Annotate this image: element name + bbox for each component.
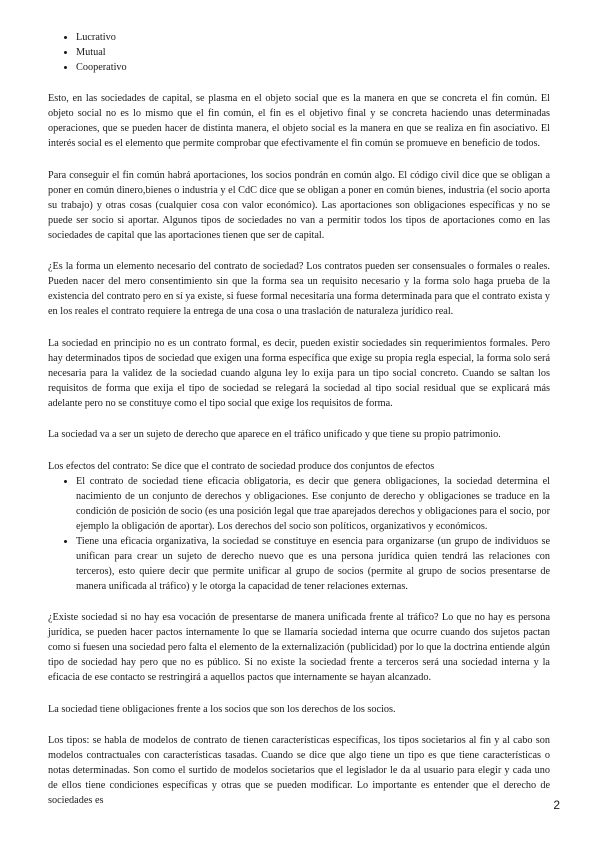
paragraph-obligaciones: La sociedad tiene obligaciones frente a los socios que son los derechos de los socios. (48, 703, 396, 715)
paragraph-efectos-lead: Los efectos del contrato: Se dice que el contrato de sociedad produce dos conjuntos de efectos (48, 460, 435, 472)
effects-list (48, 474, 550, 594)
paragraph-sujeto-derecho: La sociedad va a ser un sujeto de derecho que aparece en el tráfico unificado y que tiene su propio patrimonio. (48, 429, 501, 440)
list-item: • Cooperativo (76, 60, 550, 75)
page-number: 2 (553, 798, 560, 812)
paragraph-objeto-social: Esto, en las sociedades de capital, se plasma en el objeto social que es la manera en que se concreta el fin común. El objeto social no es lo mismo que el fin común, el fin es el objetivo final y se concreta haciendo unas determinadas operaciones, que se pueden hacer de distinta manera, el objeto social es la manera en que se realiza en fin asociativo. El interés social es el elemento que permite comprobar que efectivamente el fin común se promueve en beneficio de todos. (48, 93, 550, 149)
paragraph-tipos: Los tipos: se habla de modelos de contrato de tienen características específicas, los tipos societarios al fin y al cabo son modelos contractuales con características tasadas. Cuando se dice que algo tiene un tipo es que tiene características o notas determinadas. Son como el surtido de modelos societarios que el legislador le da al usuario para elegir y cada uno de ellos tiene condiciones específicas y otras que se pueden modificar. Lo importante es entender que el derecho de sociedades es (48, 735, 550, 806)
paragraph-contrato-formal: La sociedad en principio no es un contrato formal, es decir, pueden existir sociedades sin requerimientos formales. Pero hay determinados tipos de sociedad que exigen una forma específica que exige su propia regla especial, la forma solo será necesaria para la validez de la sociedad cuando alguna ley lo exija para un tipo social concreto. Cuando se saltan los requisitos de forma que exija el tipo de sociedad se relegará la sociedad al tipo social residual que se explicará más adelante pero no se constituye como el tipo social que exige los requisitos de forma. (48, 337, 550, 409)
list-item: • El contrato de sociedad tiene eficacia obligatoria, es decir que genera obligaciones, la sociedad determina el nacimiento de un conjunto de derechos y obligaciones. Ese conjunto de derecho y obligaciones se traduce en la condición de posición de socio (es una posición legal que trae aparejados derechos y obligaciones para el socio, por ejemplo la obligación de aportar). Los derechos del socio son políticos, organizativos y económicos. (76, 474, 550, 534)
list-item: • Tiene una eficacia organizativa, la sociedad se constituye en esencia para organizarse (un grupo de individuos se unifican para crear un sujeto de derecho nuevo que es una persona jurídica quien tendrá las relaciones con terceros), esto quiere decir que permite unificar al grupo de socios (permite al grupo de socios presentarse de manera unificada al tráfico) y le otorga la capacidad de tener relaciones externas. (76, 534, 550, 594)
paragraph-sociedad-interna: ¿Existe sociedad si no hay esa vocación de presentarse de manera unificada frente al tráfico? Lo que no hay es persona jurídica, se pueden hacer pactos internamente lo que se llamaría sociedad interna que ocurre cuando dos sujetos pactan como si fuesen una sociedad pero falta el elemento de la externalización (publicidad) por lo que la doctrina entiende algún tipo de sociedad hay pero que no es público. Si no existe la sociedad frente a terceros será una sociedad interna y la eficacia de ese contacto se restringirá a aquellos pactos que internamente se hayan alcanzado. (48, 612, 550, 683)
paragraph-forma: ¿Es la forma un elemento necesario del contrato de sociedad? Los contratos pueden ser consensuales o formales o reales. Pueden nacer del mero consentimiento sin que la forma sea un requisito necesario y la forma solo haga prueba de la existencia del contrato pero en sí ya existe, si fuese formal necesitaría una forma determinada para que el contrato exista y en los reales el contrato requiere la entrega de una cosa o una traslación de naturaleza jurídico real. (48, 261, 550, 317)
list-item: • Lucrativo (76, 30, 550, 45)
paragraph-aportaciones: Para conseguir el fin común habrá aportaciones, los socios pondrán en común algo. El código civil dice que se obligan a poner en común dinero,bienes o industria y el CdC dice que se obligan a poner en común bienes, industria (el socio aporta su trabajo) y otras cosas (cualquier cosa con valor económico). Las aportaciones son obligaciones específicas y no se puede ser socio si aportar. Algunos tipos de sociedades no van a permitir todos los tipos de aportaciones como en las sociedades de capital que las aportaciones tienen que ser de capital. (48, 169, 550, 241)
society-types-list (48, 30, 550, 75)
list-item: • Mutual (76, 45, 550, 60)
